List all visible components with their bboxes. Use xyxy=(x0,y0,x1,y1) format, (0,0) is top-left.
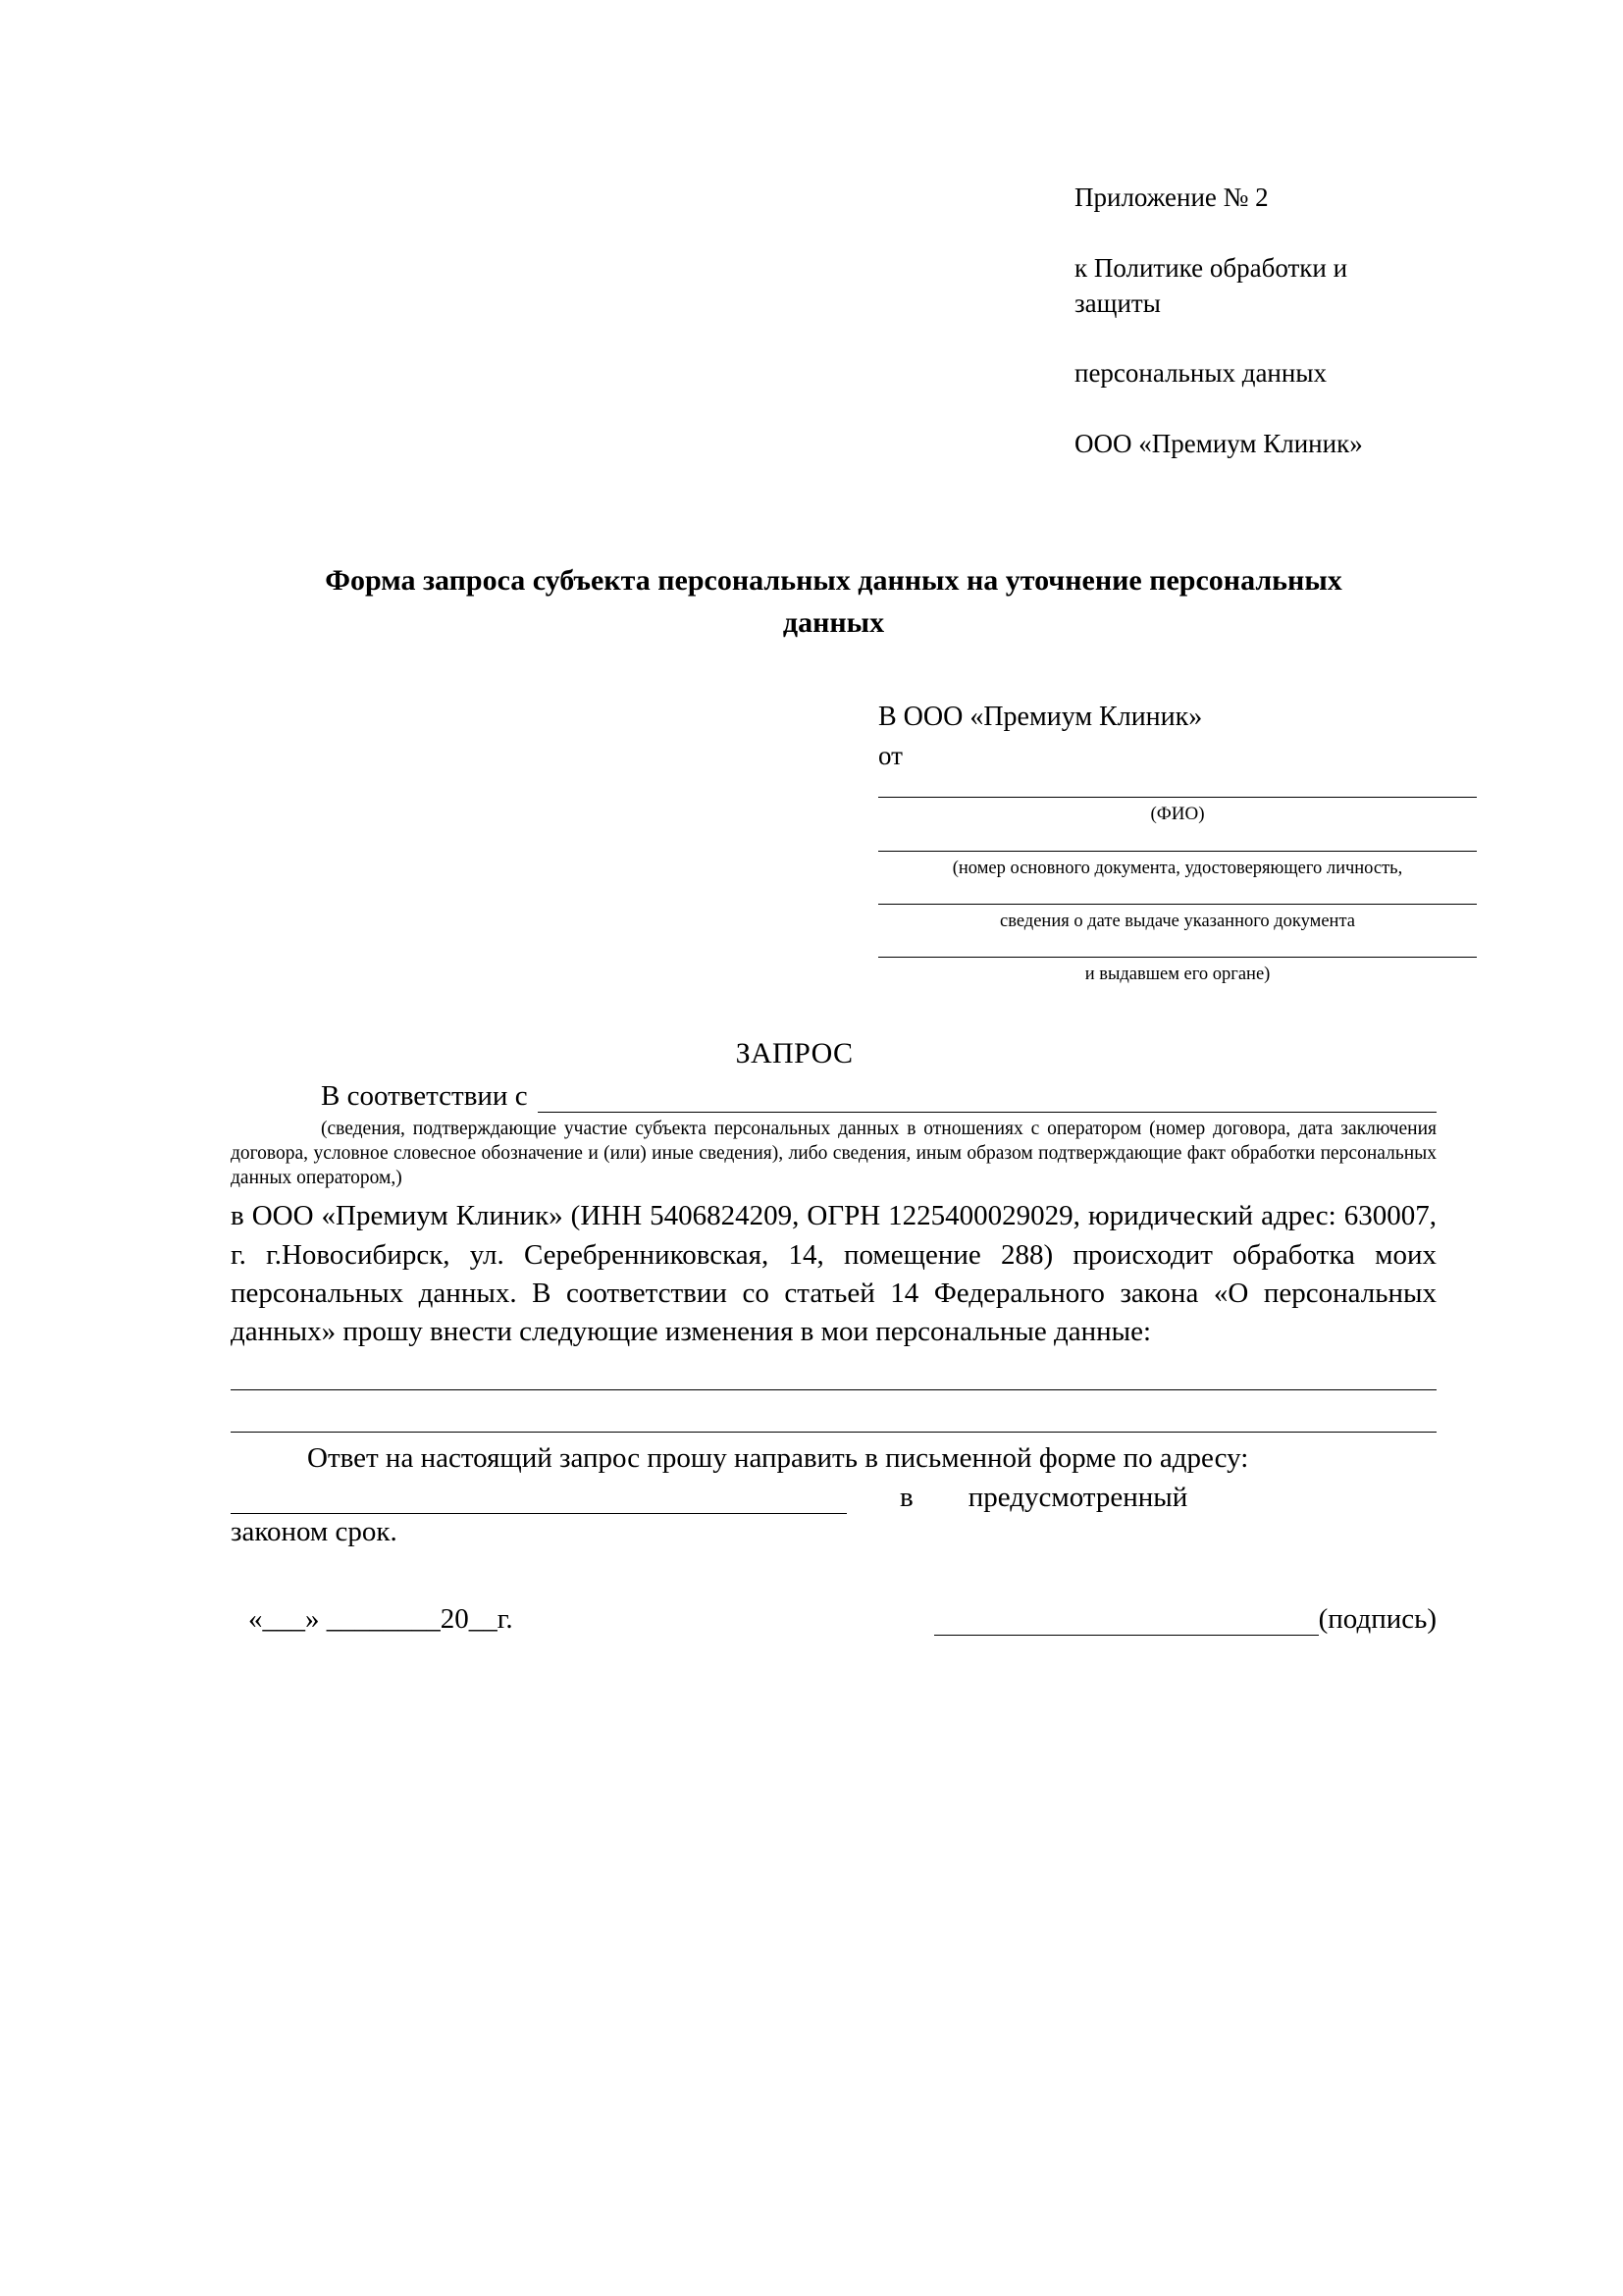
signature-input-line[interactable] xyxy=(934,1607,1319,1636)
fio-caption: (ФИО) xyxy=(1150,804,1205,825)
document-date-input-line[interactable] xyxy=(878,904,1477,905)
signature-label: (подпись) xyxy=(1318,1602,1437,1635)
answer-paragraph xyxy=(231,1438,1437,1478)
answer-paragraph-text: Ответ на настоящий запрос прошу направить в письменной форме по адресу: xyxy=(307,1441,1249,1474)
answer-tail: законом срок. xyxy=(231,1515,397,1547)
answer-word-v: в xyxy=(900,1481,914,1513)
appendix-header-line-1: Приложение № 2 xyxy=(1074,182,1269,212)
document-date-caption: сведения о дате выдаче указанного документа xyxy=(1000,912,1355,932)
accordance-fineprint-text: (сведения, подтверждающие участие субъекта персональных данных в отношениях с оператором (номер договора, дата заключения договора, условное словесное обозначение и (или) иные сведения), либо сведения, иным образом подтверждающие факт обработки персональных данных оператором,) xyxy=(231,1119,1437,1189)
main-paragraph: в ООО «Премиум Клиник» (ИНН 5406824209, ОГРН 1225400029029, юридический адрес: 630007, г. г.Новосибирск, ул. Серебренниковская, 14, помещение 288) происходит обработка моих персональных данных. В соответствии со статьей 14 Федерального закона «О персональных данных» прошу внести следующие изменения в мои персональные данные: xyxy=(231,1200,1437,1348)
changes-input-line-1[interactable] xyxy=(231,1389,1437,1390)
addressee-organization: В ООО «Премиум Клиник» xyxy=(878,702,1203,733)
document-number-input-line[interactable] xyxy=(878,851,1477,852)
signature-row xyxy=(231,1603,1437,1636)
date-field[interactable]: «___» ________20__г. xyxy=(248,1602,513,1635)
accordance-fineprint xyxy=(231,1118,1437,1191)
page-title: Форма запроса субъекта персональных данных на уточнение персональных данных xyxy=(325,564,1342,639)
answer-address-line xyxy=(231,1482,1437,1514)
accordance-label: В соответствии с xyxy=(321,1080,528,1113)
appendix-header-line-3: персональных данных xyxy=(1074,358,1327,389)
addressee-from-label: от xyxy=(878,741,903,771)
addressee-block xyxy=(878,699,1477,986)
document-issuer-input-line[interactable] xyxy=(878,957,1477,958)
request-heading: ЗАПРОС xyxy=(735,1037,854,1070)
document-number-caption: (номер основного документа, удостоверяющего личность, xyxy=(952,859,1403,879)
appendix-header-line-2: к Политике обработки и защиты xyxy=(1074,252,1348,318)
fio-input-line[interactable] xyxy=(878,797,1477,798)
accordance-input-line[interactable] xyxy=(538,1086,1437,1113)
answer-word-predusmotrenny: предусмотренный xyxy=(968,1481,1188,1513)
appendix-header xyxy=(1074,145,1437,497)
document-issuer-caption: и выдавшем его органе) xyxy=(1084,965,1271,985)
appendix-header-line-4: ООО «Премиум Клиник» xyxy=(1074,429,1363,459)
accordance-line xyxy=(231,1080,1437,1113)
changes-input-line-2[interactable] xyxy=(231,1432,1437,1433)
answer-address-input-line[interactable] xyxy=(231,1486,847,1514)
